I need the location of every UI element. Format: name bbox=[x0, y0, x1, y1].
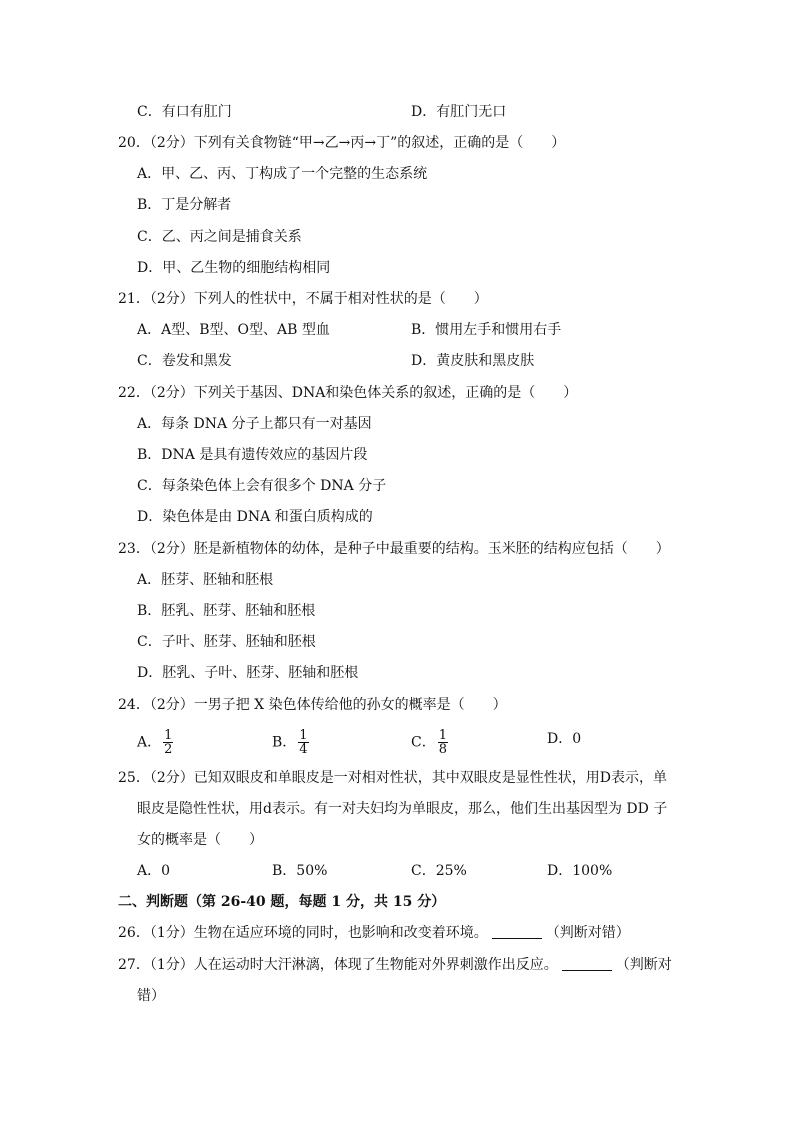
q24-option-b[interactable] bbox=[272, 729, 309, 756]
q26-suffix: （判断对错） bbox=[545, 925, 630, 941]
fraction-numerator: 1 bbox=[164, 728, 173, 743]
q27-suffix-cont: 错） bbox=[137, 988, 165, 1004]
q25-option-b[interactable]: B．50% bbox=[272, 863, 328, 879]
fraction-denominator: 2 bbox=[164, 742, 173, 757]
q23-option-a[interactable]: A．胚芽、胚轴和胚根 bbox=[137, 572, 274, 588]
q22-option-a[interactable]: A．每条 DNA 分子上都只有一对基因 bbox=[137, 416, 372, 432]
q24-option-a-label: A． bbox=[137, 734, 162, 751]
fraction-denominator: 4 bbox=[299, 742, 308, 757]
q24-option-b-fraction bbox=[298, 729, 308, 756]
q22-option-d[interactable]: D．染色体是由 DNA 和蛋白质构成的 bbox=[137, 509, 373, 525]
q22-option-b[interactable]: B．DNA 是具有遗传效应的基因片段 bbox=[137, 447, 368, 463]
q25-stem-line-2: 眼皮是隐性性状，用d表示。有一对夫妇均为单眼皮，那么，他们生出基因型为 DD 子 bbox=[137, 801, 668, 817]
q24-option-a[interactable] bbox=[137, 729, 173, 756]
q26 bbox=[118, 923, 630, 943]
q24-option-a-fraction bbox=[163, 729, 173, 756]
q21-option-a[interactable]: A．A型、B型、O型、AB 型血 bbox=[137, 322, 330, 338]
q26-stem: 26．（1分）生物在适应环境的同时，也影响和改变着环境。 bbox=[118, 925, 488, 941]
q20-option-c[interactable]: C．乙、丙之间是捕食关系 bbox=[137, 229, 302, 245]
q24-option-b-label: B． bbox=[272, 734, 297, 751]
q24-option-c-fraction bbox=[438, 729, 448, 756]
q19-option-d[interactable]: D．有肛门无口 bbox=[411, 104, 507, 120]
q20-option-b[interactable]: B．丁是分解者 bbox=[137, 197, 232, 213]
q24-option-c-label: C． bbox=[411, 734, 436, 751]
q27-suffix: （判断对 bbox=[615, 957, 672, 973]
q25-stem-line-3: 女的概率是（ ） bbox=[137, 832, 263, 848]
section-2-title: 二、判断题（第 26-40 题，每题 1 分，共 15 分） bbox=[118, 894, 446, 910]
q23-stem: 23．（2分）胚是新植物体的幼体，是种子中最重要的结构。玉米胚的结构应包括（ ） bbox=[118, 541, 670, 557]
q23-option-d[interactable]: D．胚乳、子叶、胚芽、胚轴和胚根 bbox=[137, 665, 359, 681]
q27 bbox=[118, 955, 672, 975]
q21-option-c[interactable]: C．卷发和黑发 bbox=[137, 353, 232, 369]
q24-stem: 24．（2分）一男子把 X 染色体传给他的孙女的概率是（ ） bbox=[118, 697, 507, 713]
q24-option-c[interactable] bbox=[411, 729, 448, 756]
q22-option-c[interactable]: C．每条染色体上会有很多个 DNA 分子 bbox=[137, 478, 387, 494]
fraction-numerator: 1 bbox=[438, 728, 447, 743]
q21-option-b[interactable]: B．惯用左手和惯用右手 bbox=[411, 322, 562, 338]
q25-option-c[interactable]: C．25% bbox=[411, 863, 467, 879]
q22-stem: 22．（2分）下列关于基因、DNA和染色体关系的叙述，正确的是（ ） bbox=[118, 385, 578, 401]
q19-option-c[interactable]: C．有口有肛门 bbox=[137, 104, 232, 120]
q23-option-b[interactable]: B．胚乳、胚芽、胚轴和胚根 bbox=[137, 603, 316, 619]
q21-option-d[interactable]: D．黄皮肤和黑皮肤 bbox=[411, 353, 535, 369]
q27-stem: 27．（1分）人在运动时大汗淋漓，体现了生物能对外界刺激作出反应。 bbox=[118, 957, 558, 973]
q27-answer-blank[interactable] bbox=[562, 956, 612, 971]
q24-option-d[interactable]: D．0 bbox=[547, 731, 582, 747]
q25-option-a[interactable]: A．0 bbox=[137, 863, 171, 879]
q26-answer-blank[interactable] bbox=[492, 924, 542, 939]
q25-option-d[interactable]: D．100% bbox=[547, 863, 613, 879]
q20-stem: 20．（2分）下列有关食物链“甲→乙→丙→丁”的叙述，正确的是（ ） bbox=[118, 135, 566, 151]
q20-option-d[interactable]: D．甲、乙生物的细胞结构相同 bbox=[137, 260, 331, 276]
fraction-numerator: 1 bbox=[299, 728, 308, 743]
fraction-denominator: 8 bbox=[438, 742, 447, 757]
q25-stem-line-1: 25．（2分）已知双眼皮和单眼皮是一对相对性状，其中双眼皮是显性性状，用D表示，单 bbox=[118, 770, 667, 786]
q21-stem: 21．（2分）下列人的性状中，不属于相对性状的是（ ） bbox=[118, 291, 488, 307]
q20-option-a[interactable]: A．甲、乙、丙、丁构成了一个完整的生态系统 bbox=[137, 166, 428, 182]
q23-option-c[interactable]: C．子叶、胚芽、胚轴和胚根 bbox=[137, 634, 316, 650]
